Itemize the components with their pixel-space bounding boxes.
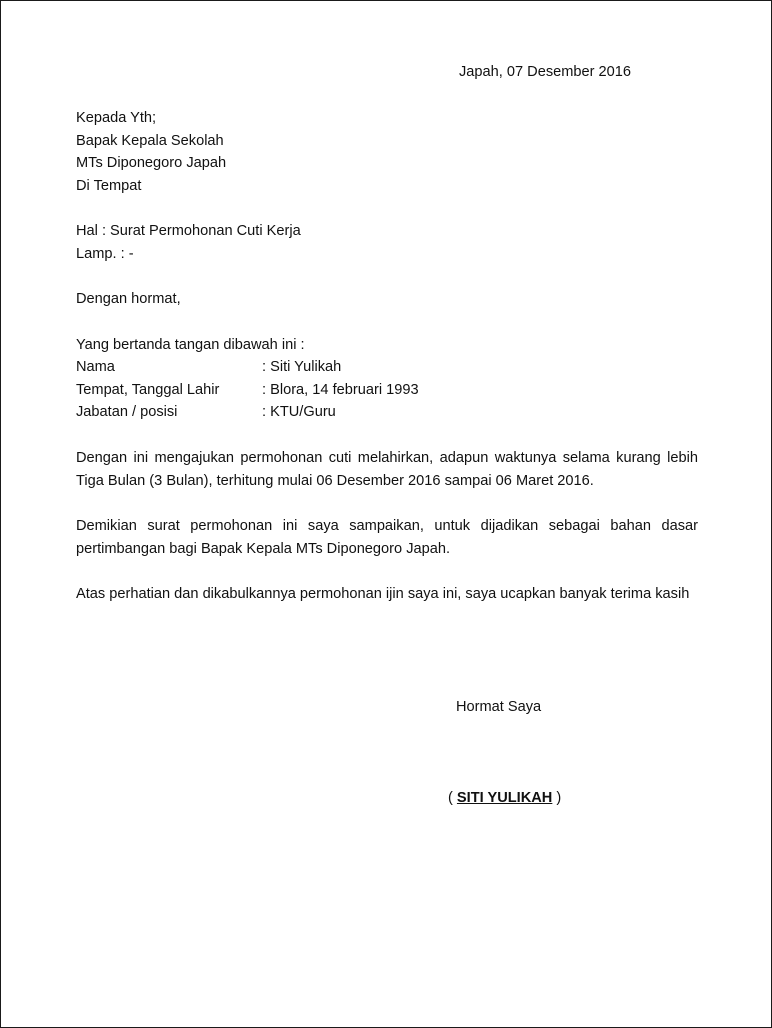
place-date: Japah, 07 Desember 2016 [459,64,631,80]
field-value: : Blora, 14 februari 1993 [262,381,419,398]
field-value: : KTU/Guru [262,404,336,421]
attachment-line: Lamp. : - [76,245,134,262]
signature-line [448,787,561,810]
signatory-name: SITI YULIKAH [456,790,553,806]
field-value: : Siti Yulikah [262,359,342,375]
intro-line: Yang bertanda tangan dibawah ini : [76,337,305,353]
recipient-line: Di Tempat [76,177,142,194]
field-row-name [76,356,419,379]
recipient-block [76,107,226,197]
recipient-line: Kepada Yth; [76,110,157,126]
greeting: Dengan hormat, [76,291,181,307]
field-row-position [76,401,419,424]
subject-line: Hal : Surat Permohonan Cuti Kerja [76,223,301,239]
subject-block [76,220,301,265]
recipient-line: Bapak Kepala Sekolah [76,132,224,149]
field-label: Tempat, Tanggal Lahir [76,381,220,398]
field-label: Nama [76,359,115,375]
body-paragraph-thanks: Atas perhatian dan dikabulkannya permohonan ijin saya ini, saya ucapkan banyak terima kasih [76,586,690,602]
recipient-line: MTs Diponegoro Japah [76,155,227,172]
field-row-birth [76,379,419,402]
identity-fields [76,356,419,424]
body-paragraph-purpose: Demikian surat permohonan ini saya sampaikan, untuk dijadikan sebagai bahan dasar pertimbangan bagi Bapak Kepala MTs Diponegoro Japah. [76,518,698,557]
signature-open-paren: ( [448,790,457,806]
body-paragraph-request: Dengan ini mengajukan permohonan cuti melahirkan, adapun waktunya selama kurang lebih Tiga Bulan (3 Bulan), terhitung mulai 06 Desember 2016 sampai 06 Maret 2016. [76,450,698,489]
signature-close-paren: ) [552,790,562,806]
field-label: Jabatan / posisi [76,404,178,421]
closing-salutation: Hormat Saya [456,699,542,715]
